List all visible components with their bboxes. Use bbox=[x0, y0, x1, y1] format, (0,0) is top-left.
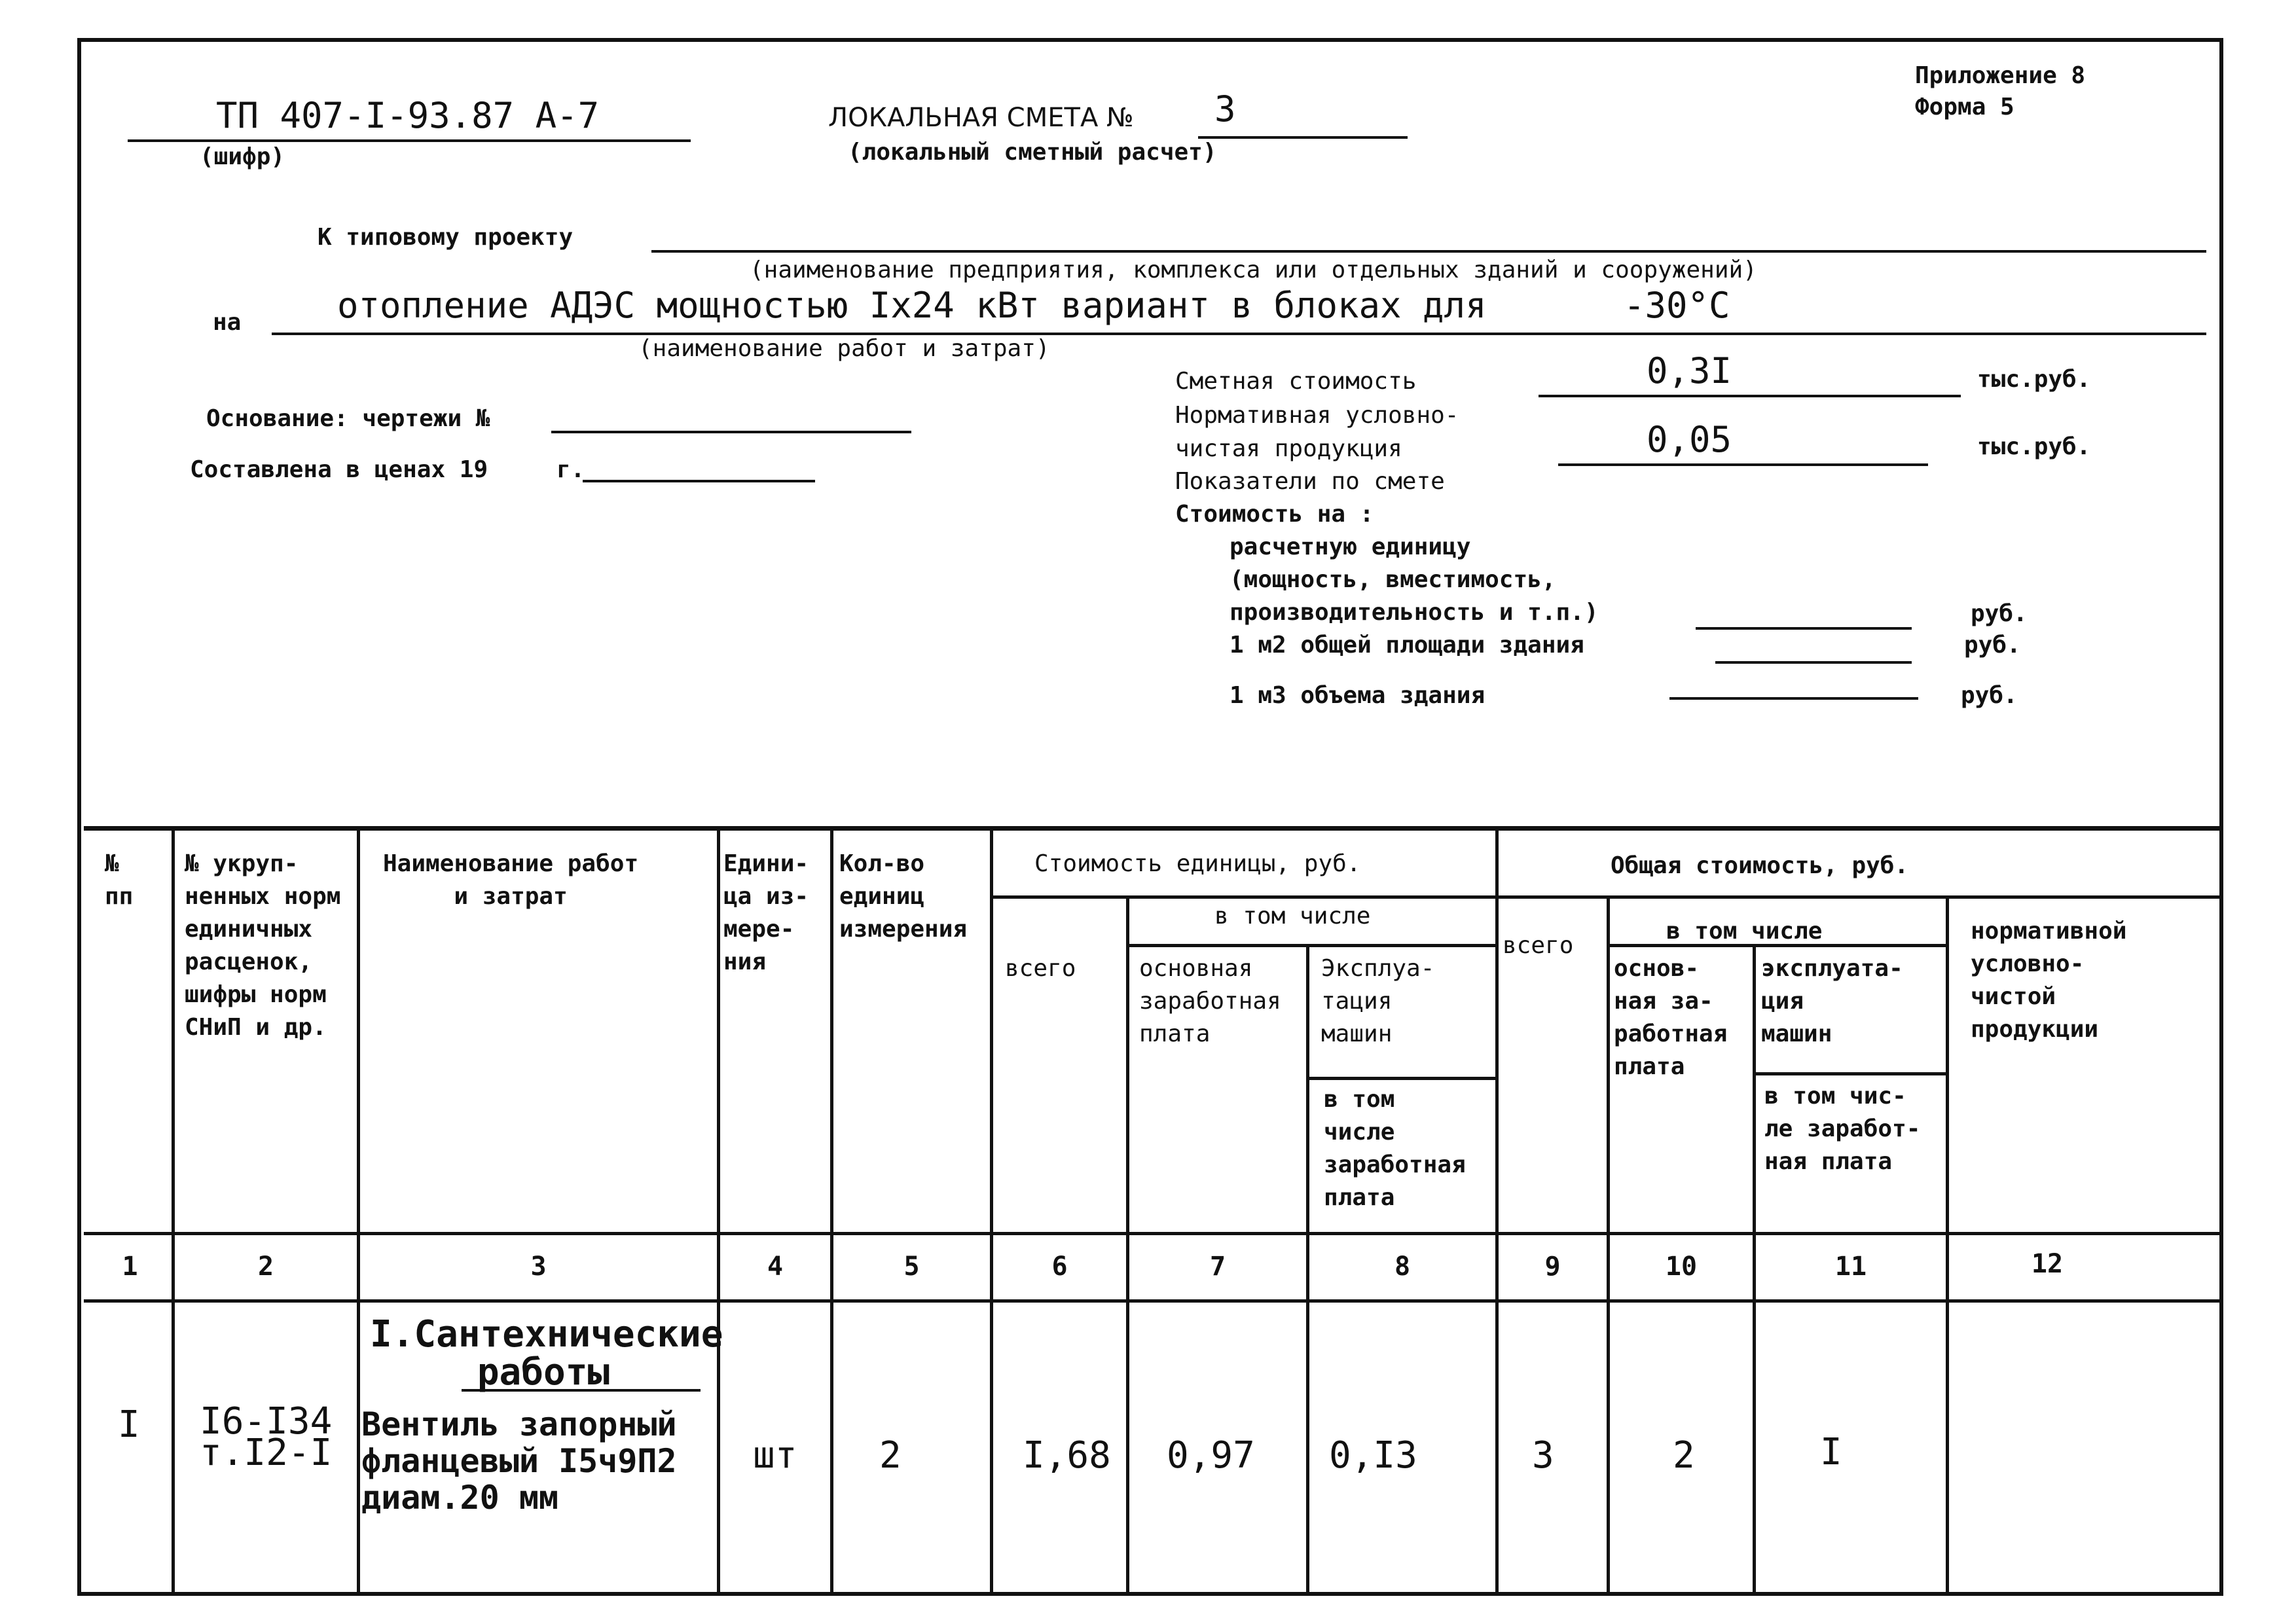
temperature-value: -30°C bbox=[1624, 285, 1730, 326]
m3-underline bbox=[1669, 697, 1918, 700]
header-no: № пп bbox=[105, 850, 134, 910]
header-incl: в том числе bbox=[1214, 903, 1371, 929]
prices-underline bbox=[583, 480, 815, 482]
norm-label-2: чистая продукция bbox=[1175, 435, 1402, 462]
colnum-bottom-line bbox=[84, 1299, 2223, 1303]
estimate-title: ЛОКАЛЬНАЯ СМЕТА № bbox=[828, 103, 1134, 133]
row-unit-total: I,68 bbox=[1023, 1434, 1111, 1477]
unit-line-3: производительность и т.п.) bbox=[1230, 599, 1599, 626]
row-machines-total: I bbox=[1820, 1431, 1842, 1473]
overall-subline bbox=[1495, 895, 2223, 899]
na-label: на bbox=[213, 309, 242, 336]
m3-label: 1 м3 объема здания bbox=[1230, 682, 1485, 709]
row-name: Вентиль запорный фланцевый I5ч9П2 диам.20 мм bbox=[361, 1405, 677, 1517]
header-name: Наименование работ и затрат bbox=[383, 850, 639, 910]
norm-unit: тыс.руб. bbox=[1977, 433, 2091, 460]
vline-4 bbox=[830, 826, 833, 1596]
row-norm: I6-I34 т.I2-I bbox=[200, 1400, 333, 1474]
header-mach-wage: в том числе заработная плата bbox=[1324, 1086, 1466, 1211]
section-title-underline bbox=[462, 1389, 701, 1392]
row-no: I bbox=[118, 1403, 140, 1446]
vline-11 bbox=[1946, 895, 1949, 1596]
cipher-underline bbox=[128, 139, 691, 142]
header-mach-wage2: в том чис- ле заработ- ная плата bbox=[1764, 1083, 1921, 1175]
header-total2: всего bbox=[1503, 932, 1574, 959]
vline-3 bbox=[717, 826, 720, 1596]
indicators-label: Показатели по смете bbox=[1175, 468, 1445, 495]
row-unit: шт bbox=[753, 1434, 797, 1477]
vline-5 bbox=[990, 826, 993, 1596]
vline-2 bbox=[357, 826, 360, 1596]
colnum-6: 6 bbox=[1051, 1252, 1068, 1282]
cost-underline bbox=[1539, 395, 1961, 397]
vline-6 bbox=[1126, 895, 1129, 1596]
prices-year-suffix: г. bbox=[556, 456, 585, 483]
norm-label-1: Нормативная условно- bbox=[1175, 402, 1459, 429]
row-machines: 0,I3 bbox=[1329, 1434, 1417, 1477]
colnum-8: 8 bbox=[1394, 1252, 1411, 1282]
cipher-value: ТП 407-I-93.87 А-7 bbox=[216, 95, 600, 136]
header-total: всего bbox=[1005, 955, 1076, 982]
header-norms: № укруп- ненных норм единичных расценок, шифры норм СНиП и др. bbox=[185, 850, 341, 1041]
unit-underline bbox=[1696, 627, 1912, 630]
header-qty: Кол-во единиц измерения bbox=[839, 850, 968, 943]
norm-underline bbox=[1558, 463, 1928, 466]
incl-subline bbox=[1126, 944, 1495, 947]
colnum-11: 11 bbox=[1834, 1252, 1867, 1282]
vline-8 bbox=[1495, 826, 1499, 1596]
header-machines: Эксплуа- тация машин bbox=[1321, 955, 1435, 1047]
cost-value: 0,3I bbox=[1647, 350, 1732, 391]
cost-unit: тыс.руб. bbox=[1977, 366, 2091, 393]
unit-line-1: расчетную единицу bbox=[1230, 533, 1471, 560]
header-unitcost: Стоимость единицы, руб. bbox=[1034, 850, 1361, 877]
unitcost-subline bbox=[990, 895, 1495, 899]
section-title: I.Сантехнические работы bbox=[370, 1313, 723, 1394]
unit-rub: руб. bbox=[1971, 600, 2028, 627]
header-normative: нормативной условно- чистой продукции bbox=[1971, 918, 2127, 1043]
colnum-9: 9 bbox=[1544, 1252, 1561, 1282]
m2-label: 1 м2 общей площади здания bbox=[1230, 632, 1584, 659]
basis-underline bbox=[551, 431, 911, 433]
machines2-subline bbox=[1753, 1072, 1946, 1075]
row-qty: 2 bbox=[879, 1434, 902, 1477]
project-underline bbox=[651, 250, 2206, 253]
row-total: 3 bbox=[1532, 1434, 1554, 1477]
unit-line-2: (мощность, вместимость, bbox=[1230, 566, 1556, 593]
row-base-wage-total: 2 bbox=[1673, 1434, 1695, 1477]
row-base-wage: 0,97 bbox=[1167, 1434, 1255, 1477]
colnum-5: 5 bbox=[903, 1252, 920, 1282]
table-top-line bbox=[84, 826, 2223, 831]
estimate-subtitle: (локальный сметный расчет) bbox=[848, 139, 1217, 166]
norm-value: 0,05 bbox=[1647, 419, 1732, 460]
m2-underline bbox=[1715, 661, 1912, 664]
cost-label: Сметная стоимость bbox=[1175, 368, 1417, 395]
header-base-wage2: основ- ная за- работная плата bbox=[1614, 955, 1728, 1080]
colnum-3: 3 bbox=[530, 1252, 547, 1282]
project-caption: (наименование предприятия, комплекса или отдельных зданий и сооружений) bbox=[750, 257, 1757, 283]
header-machines2: эксплуата- ция машин bbox=[1761, 955, 1903, 1047]
colnum-1: 1 bbox=[122, 1252, 138, 1282]
header-overall: Общая стоимость, руб. bbox=[1611, 852, 1909, 879]
cipher-caption: (шифр) bbox=[200, 143, 285, 170]
work-underline bbox=[272, 333, 2206, 335]
estimate-number-underline bbox=[1198, 136, 1408, 139]
work-name: отопление АДЭС мощностью Ix24 кВт вариант в блоках для bbox=[337, 285, 1487, 326]
work-caption: (наименование работ и затрат) bbox=[638, 335, 1050, 362]
header-unit: Едини- ца из- мере- ния bbox=[723, 850, 809, 975]
header-incl2: в том числе bbox=[1666, 918, 1823, 945]
m2-rub: руб. bbox=[1964, 632, 2021, 659]
colnum-10: 10 bbox=[1665, 1252, 1698, 1282]
cost-per-label: Стоимость на : bbox=[1175, 501, 1374, 528]
estimate-number: 3 bbox=[1214, 88, 1236, 130]
colnum-2: 2 bbox=[257, 1252, 274, 1282]
basis-label: Основание: чертежи № bbox=[206, 405, 490, 432]
prices-label: Составлена в ценах 19 bbox=[190, 456, 488, 483]
project-label: К типовому проекту bbox=[318, 224, 574, 251]
form-label: Форма 5 bbox=[1915, 94, 2014, 120]
vline-9 bbox=[1607, 895, 1610, 1596]
machines-subline bbox=[1306, 1077, 1495, 1080]
colnum-top-line bbox=[84, 1232, 2223, 1235]
colnum-7: 7 bbox=[1209, 1252, 1226, 1282]
header-base-wage: основная заработная плата bbox=[1139, 955, 1281, 1047]
m3-rub: руб. bbox=[1961, 682, 2018, 709]
colnum-12: 12 bbox=[2031, 1249, 2064, 1279]
vline-1 bbox=[172, 826, 175, 1596]
colnum-4: 4 bbox=[767, 1252, 784, 1282]
appendix-label: Приложение 8 bbox=[1915, 62, 2086, 89]
